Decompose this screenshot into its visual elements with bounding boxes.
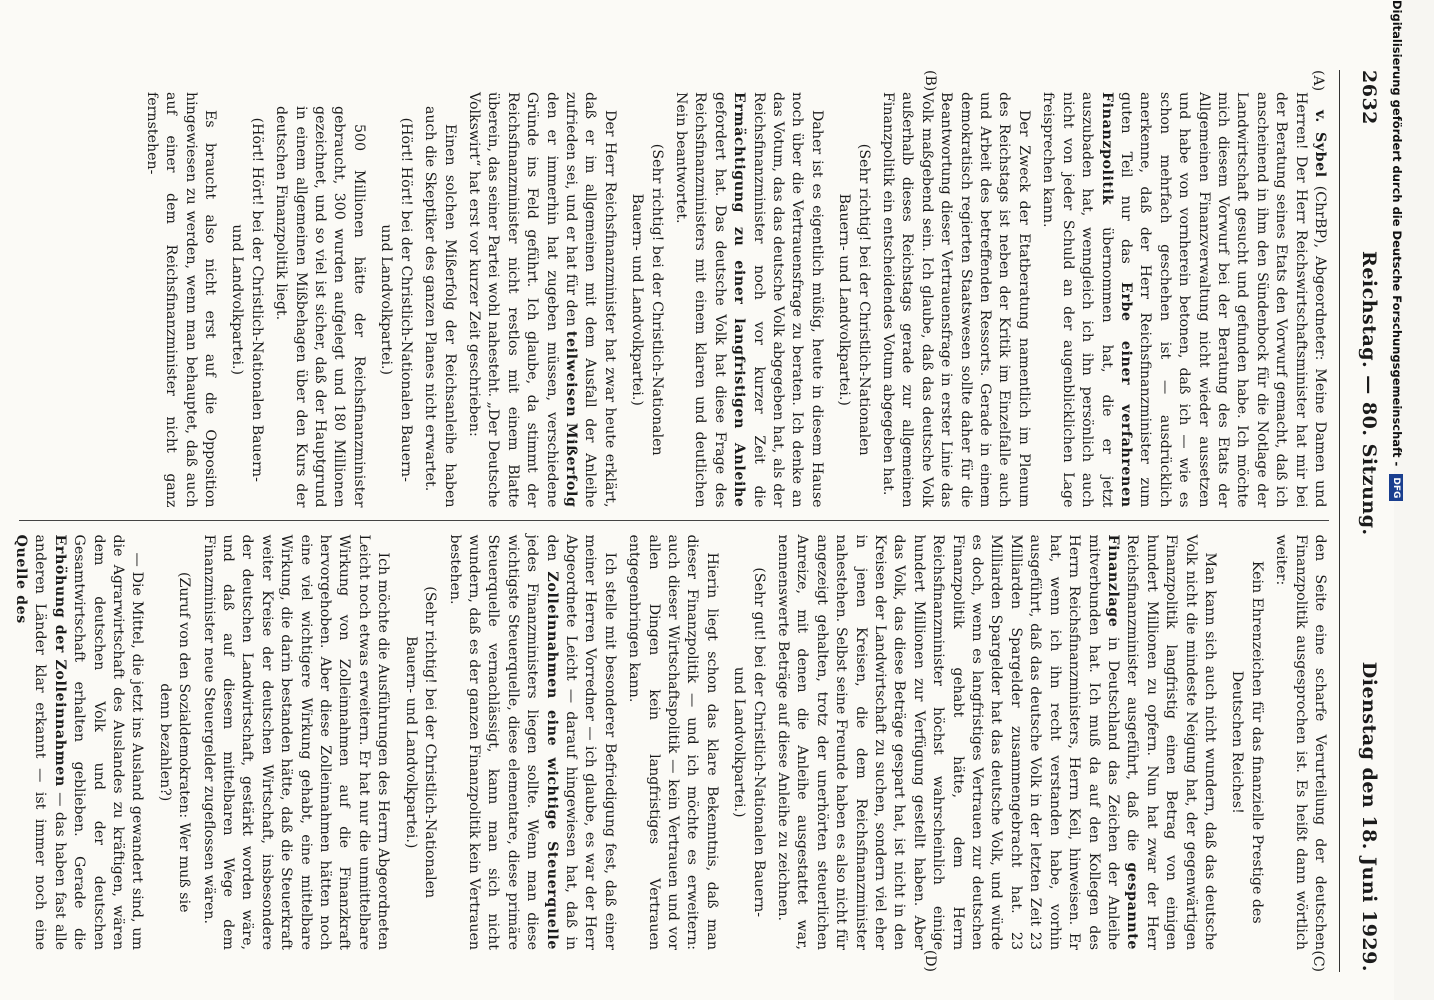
interjection: (Hört! Hört! bei der Christlich-Nationalen Bauern- und Landvolkpartei.) [378, 117, 414, 482]
emphasis: Ermächtigung zu einer langfristigen Anleihe [731, 92, 748, 508]
paragraph: Man kann sich auch nicht wundern, daß das deutsche Volk nicht die mindeste Neigung hat, der gegenwärtigen Finanzpolitik langfristig einen Betrag von einigen hundert Millionen zu opfern. Nun hat zwar der Herr Reichsfinanzminister ausgeführt, daß die gespannte Finanzlage in Deutschland das Zeichen der Anleihe mitverbunden hat. Ich muß da auf den Kollegen des Herrn Reichsfinanzministers, Herrn Keil, hinweisen. Er hat, wenn ich ihn recht verstanden habe, vorhin ausgeführt, daß das deutsche Volk in der letzten Zeit 23 Milliarden Spargelder zusammengebracht hat. 23 Milliarden Spargelder hat das deutsche Volk, und würde es doch, wenn es langfristiges Vertrauen zur deutschen Finanzpolitik gehabt hätte, dem Herrn Reichsfinanzminister höchst wahrscheinlich einige hundert Millionen zur Verfügung gestellt haben. Aber das Volk, das diese Beträge gespart hat, ist nicht in den Kreisen der Landwirtschaft zu suchen, sondern viel eher in jenen Kreisen, die dem Reichsfinanzminister nahestehen. Selbst seine Freunde haben es also nicht für angezeigt gehalten, trotz der unerhörten steuerlichen Anreize, mit denen die Anleihe ausgestattet war, nennenswerte Beträge auf diese Anleihe zu zeichnen. [775, 534, 1218, 950]
paragraph: Daher ist es eigentlich müßig, heute in diesem Hause noch über die Vertrauensfrage zu beraten. Ich denke an das Votum, das das deutsche Volk abgegeben hat, als der Reichsfinanzminister noch vor kurzer Zeit die Ermächtigung zu einer langfristigen Anleihe gefordert hat. Das deutsche Volk hat diese Frage des Reichsfinanzministers mit einem klaren und deutlichen Nein beantwortet. [673, 92, 825, 508]
margin-marker-a: (A) [1310, 70, 1326, 92]
margin-marker-b: (B) [922, 70, 938, 92]
interjection: (Zuruf von den Sozialdemokraten: Wer muß sie denn bezahlen?) [156, 571, 193, 913]
emphasis: Zolleinnahmen eine wichtige Steuerquelle [543, 571, 560, 950]
left-column [19, 70, 1329, 520]
paragraph: Der Zweck der Etatberatung namentlich im Plenum des Reichstags ist neben der Kritik im Einzelfalle auch und Arbeit des betreffenden Ressorts. Gerade in einem demokratisch regierten Staatswesen sollte daher für die Beantwortung dieser Vertrauensfrage in erster Linie das Volk maßgebend sein. Ich glaube, daß das deutsche Volk außerhalb dieses Reichstags gerade zur allgemeinen Finanzpolitik ein entscheidendes Votum abgegeben hat. [880, 92, 1032, 508]
paragraph: Ich stelle mit besonderer Befriedigung fest, daß einer meiner Herren Vorredner — ich glaube, es war der Herr Abgeordnete Leicht — darauf hingewiesen hat, daß in den Zolleinnahmen eine wichtige Steuerquelle jedes Finanzministers liegen sollte. Wenn man diese wichtigste Steuerquelle, diese elementare, diese primäre Steuerquelle vernachlässigt, kann man sich nicht wundern, daß es der ganzen Finanzpolitik kein Vertrauen bestehen. [446, 534, 618, 950]
credit-text: Digitalisierung gefördert durch die Deutsche Forschungsgemeinschaft - [1390, 0, 1404, 467]
digitization-credit [1386, 0, 1408, 1000]
paragraph: Es braucht also nicht erst auf die Opposition hingewiesen zu werden, wenn man behauptet, daß auch auf einer dem Reichsfinanzminister nicht ganz fernstehen- [143, 92, 219, 508]
quotation: Einen solchen Mißerfolg der Reichsanleihe haben auch die Skeptiker des ganzen Planes nicht erwartet. [422, 106, 458, 508]
emphasis: Erbe einer verfahrenen Finanzpolitik [1098, 92, 1134, 508]
emphasis: gespannte Finanzlage [1104, 534, 1141, 950]
paragraph: Hierin liegt schon das klare Bekenntnis, daß man dieser Finanzpolitik — und ich möchte es erweitern: auch dieser Wirtschaftspolitik — kein Vertrauen und vor allen Dingen kein langfristiges Vertrauen entgegenbringen kann. [626, 534, 720, 950]
paragraph: — Die Mittel, die jetzt ins Ausland gewandert sind, um die Agrarwirtschaft des Auslandes zu kräftigen, wären dem deutschen Volk und der deutschen Gesamtwirtschaft erhalten geblieben. Gerade die Erhöhung der Zolleinnahmen — das haben fast alle anderen Länder klar erkannt — ist immer noch eine Quelle des [13, 534, 146, 951]
right-column [13, 520, 1329, 973]
paragraph: den Seite eine scharfe Verurteilung der deutschen Finanzpolitik ausgesprochen ist. Es heißt dann wörtlich weiter: [1273, 534, 1328, 950]
margin-marker-c: (C) [1310, 950, 1326, 972]
paragraph: Ich möchte die Ausführungen des Herrn Abgeordneten Leicht noch etwas erweitern. Er hat nur die unmittelbare Wirkung von Zolleinnahmen auf die Finanzkraft hervorgehoben. Aber diese Zolleinnahmen hätten noch eine viel wichtigere Wirkung gehabt, eine mittelbare Wirkung, die darin bestanden hätte, daß die Steuerkraft weiter Kreise der deutschen Wirtschaft, insbesondere der deutschen Landwirtschaft, gestärkt worden wäre, und daß auf diesem mittelbaren Wege dem Finanzminister neue Steuergelder zugeflossen wären. [200, 534, 392, 950]
text-columns [13, 70, 1329, 972]
emphasis: teilweisen Mißerfolg [562, 330, 579, 508]
dfg-logo-icon: DFG [1390, 474, 1404, 501]
emphasis: Erhöhung der Zolleinnahmen [51, 534, 68, 787]
session-title: Reichstag. — 80. Sitzung. [1358, 251, 1380, 536]
speaker-name: v. Sybel [1312, 110, 1328, 178]
emphasis: Quelle des [13, 534, 29, 624]
interjection: (Sehr gut! bei der Christlich-Nationalen Bauern- und Landvolkpartei.) [731, 567, 767, 918]
interjection: (Sehr richtig! bei der Christlich-Nationalen Bauern- und Landvolkpartei.) [836, 143, 872, 456]
margin-marker-d: (D) [922, 949, 938, 972]
quotation: 500 Millionen hätte der Reichsfinanzminister gebraucht, 300 wurden aufgelegt und 180 Millionen gezeichnet, und so viel ist sicher, daß der Hauptgrund in einem allgemeinen Mißbehagen über den Kurs der deutschen Finanzpolitik liegt. [273, 106, 367, 508]
paragraph: v. Sybel (ChrBP), Abgeordneter: Meine Damen und Herren! Der Herr Reichswirtschaftsminister hat mir bei der Beratung seines Etats den Vorwurf gemacht, daß ich anscheinend in ihm den Sündenbock für die Notlage der Landwirtschaft gesucht und gefunden habe. Ich möchte mich diesem Vorwurf bei der Beratung des Etats der Allgemeinen Finanzverwaltung nicht wieder aussetzen und habe von vornherein betonen, daß ich — wie es schon mehrfach geschehen ist — ausdrücklich anerkenne, daß der Herr Reichsfinanzminister zum guten Teil nur das Erbe einer verfahrenen Finanzpolitik übernommen hat, die er jetzt auszubaden hat, wenngleich ich ihn persönlich auch nicht von jeder Schuld an der augenblicklichen Lage freisprechen kann. [1040, 92, 1328, 508]
paragraph: Der Herr Reichsfinanzminister hat zwar heute erklärt, daß er im allgemeinen mit dem Ausfall der Anleihe zufrieden sei, und er hat für den teilweisen Mißerfolg den er immerhin hat zugeben müssen, verschiedene Gründe ins Feld geführt. Ich glaube, da stimmt der Reichsfinanzminister nicht restlos mit einem Blatte überein, das seiner Partei wohl nahesteht. „Der Deutsche Volkswirt“ hat erst vor kurzer Zeit geschrieben: [465, 92, 618, 508]
quotation: Kein Ehrenzeichen für das finanzielle Prestige des Deutschen Reiches! [1229, 560, 1265, 924]
interjection: (Sehr richtig! bei der Christlich-Nationalen Bauern- und Landvolkpartei.) [629, 143, 665, 456]
page-header [1339, 70, 1380, 972]
interjection: (Hört! Hört! bei der Christlich-Nationalen Bauern- und Landvolkpartei.) [229, 117, 265, 482]
interjection: (Sehr richtig! bei der Christlich-Nationalen Bauern- und Landvolkpartei.) [402, 586, 439, 899]
page-number: 2632 [1358, 70, 1380, 125]
session-date: Dienstag den 18. Juni 1929. [1358, 661, 1380, 972]
